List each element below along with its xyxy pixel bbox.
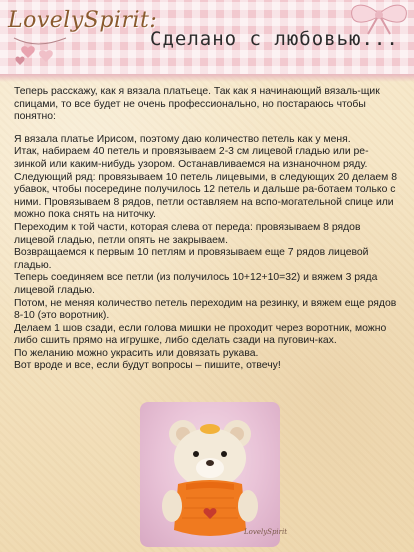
instruction-line: Возвращаемся к первым 10 петлям и провязываем еще 7 рядов лицевой гладью. <box>14 247 369 271</box>
instruction-line: Вот вроде и все, если будут вопросы – пишите, отвечу! <box>14 360 281 372</box>
page-title: Сделано с любовью... <box>150 28 399 50</box>
spacer <box>14 124 400 134</box>
instruction-line: Теперь соединяем все петли (из получилось 10+12+10=32) и вяжем 3 ряда лицевой гладью. <box>14 272 378 296</box>
teddy-bear-icon <box>140 402 280 547</box>
instruction-line: Переходим к той части, которая слева от переда: провязываем 8 рядов лицевой гладью, петли опять не закрываем. <box>14 221 361 246</box>
instruction-line: Итак, набираем 40 петель и провязываем 2-3 см лицевой гладью или ре-зинкой или каким-нибудь узором. Останавливаемся на изнаночном ряду. <box>14 146 369 170</box>
header-shadow <box>0 74 414 82</box>
article-body <box>14 86 400 373</box>
intro-paragraph: Теперь расскажу, как я вязала платьеце. Так как я начинающий вязаль-щик спицами, то все будет не очень профессионально, но постараюсь чтобы понятно: <box>14 86 380 123</box>
instruction-line: Делаем 1 шов сзади, если голова мишки не проходит через воротник, можно либо сшить прямо на игрушке, либо сделать сзади на пугович-ках. <box>14 322 387 347</box>
teddy-bear-photo <box>140 402 288 547</box>
hanging-hearts-icon <box>10 36 70 74</box>
brand-logo-text: LovelySpirit: <box>8 8 158 33</box>
photo-signature: LovelySpirit <box>244 528 288 536</box>
instruction-line: Потом, не меняя количество петель переходим на резинку, и вяжем еще рядов 8-10 (это воротник). <box>14 297 397 322</box>
instruction-line: Следующий ряд: провязываем 10 петель лицевыми, в следующих 20 делаем 8 убавок, чтобы посередине получилось 12 петель и дальше ра-ботаем только с ними. Провязываем 8 рядов, петли оставляем на вспо-могательной спице или можно пока снять на ниточку. <box>14 171 397 221</box>
instruction-line: Я вязала платье Ирисом, поэтому даю количество петель как у меня. <box>14 133 351 145</box>
header-banner <box>0 0 414 74</box>
instruction-line: По желанию можно украсить или довязать рукава. <box>14 347 259 359</box>
